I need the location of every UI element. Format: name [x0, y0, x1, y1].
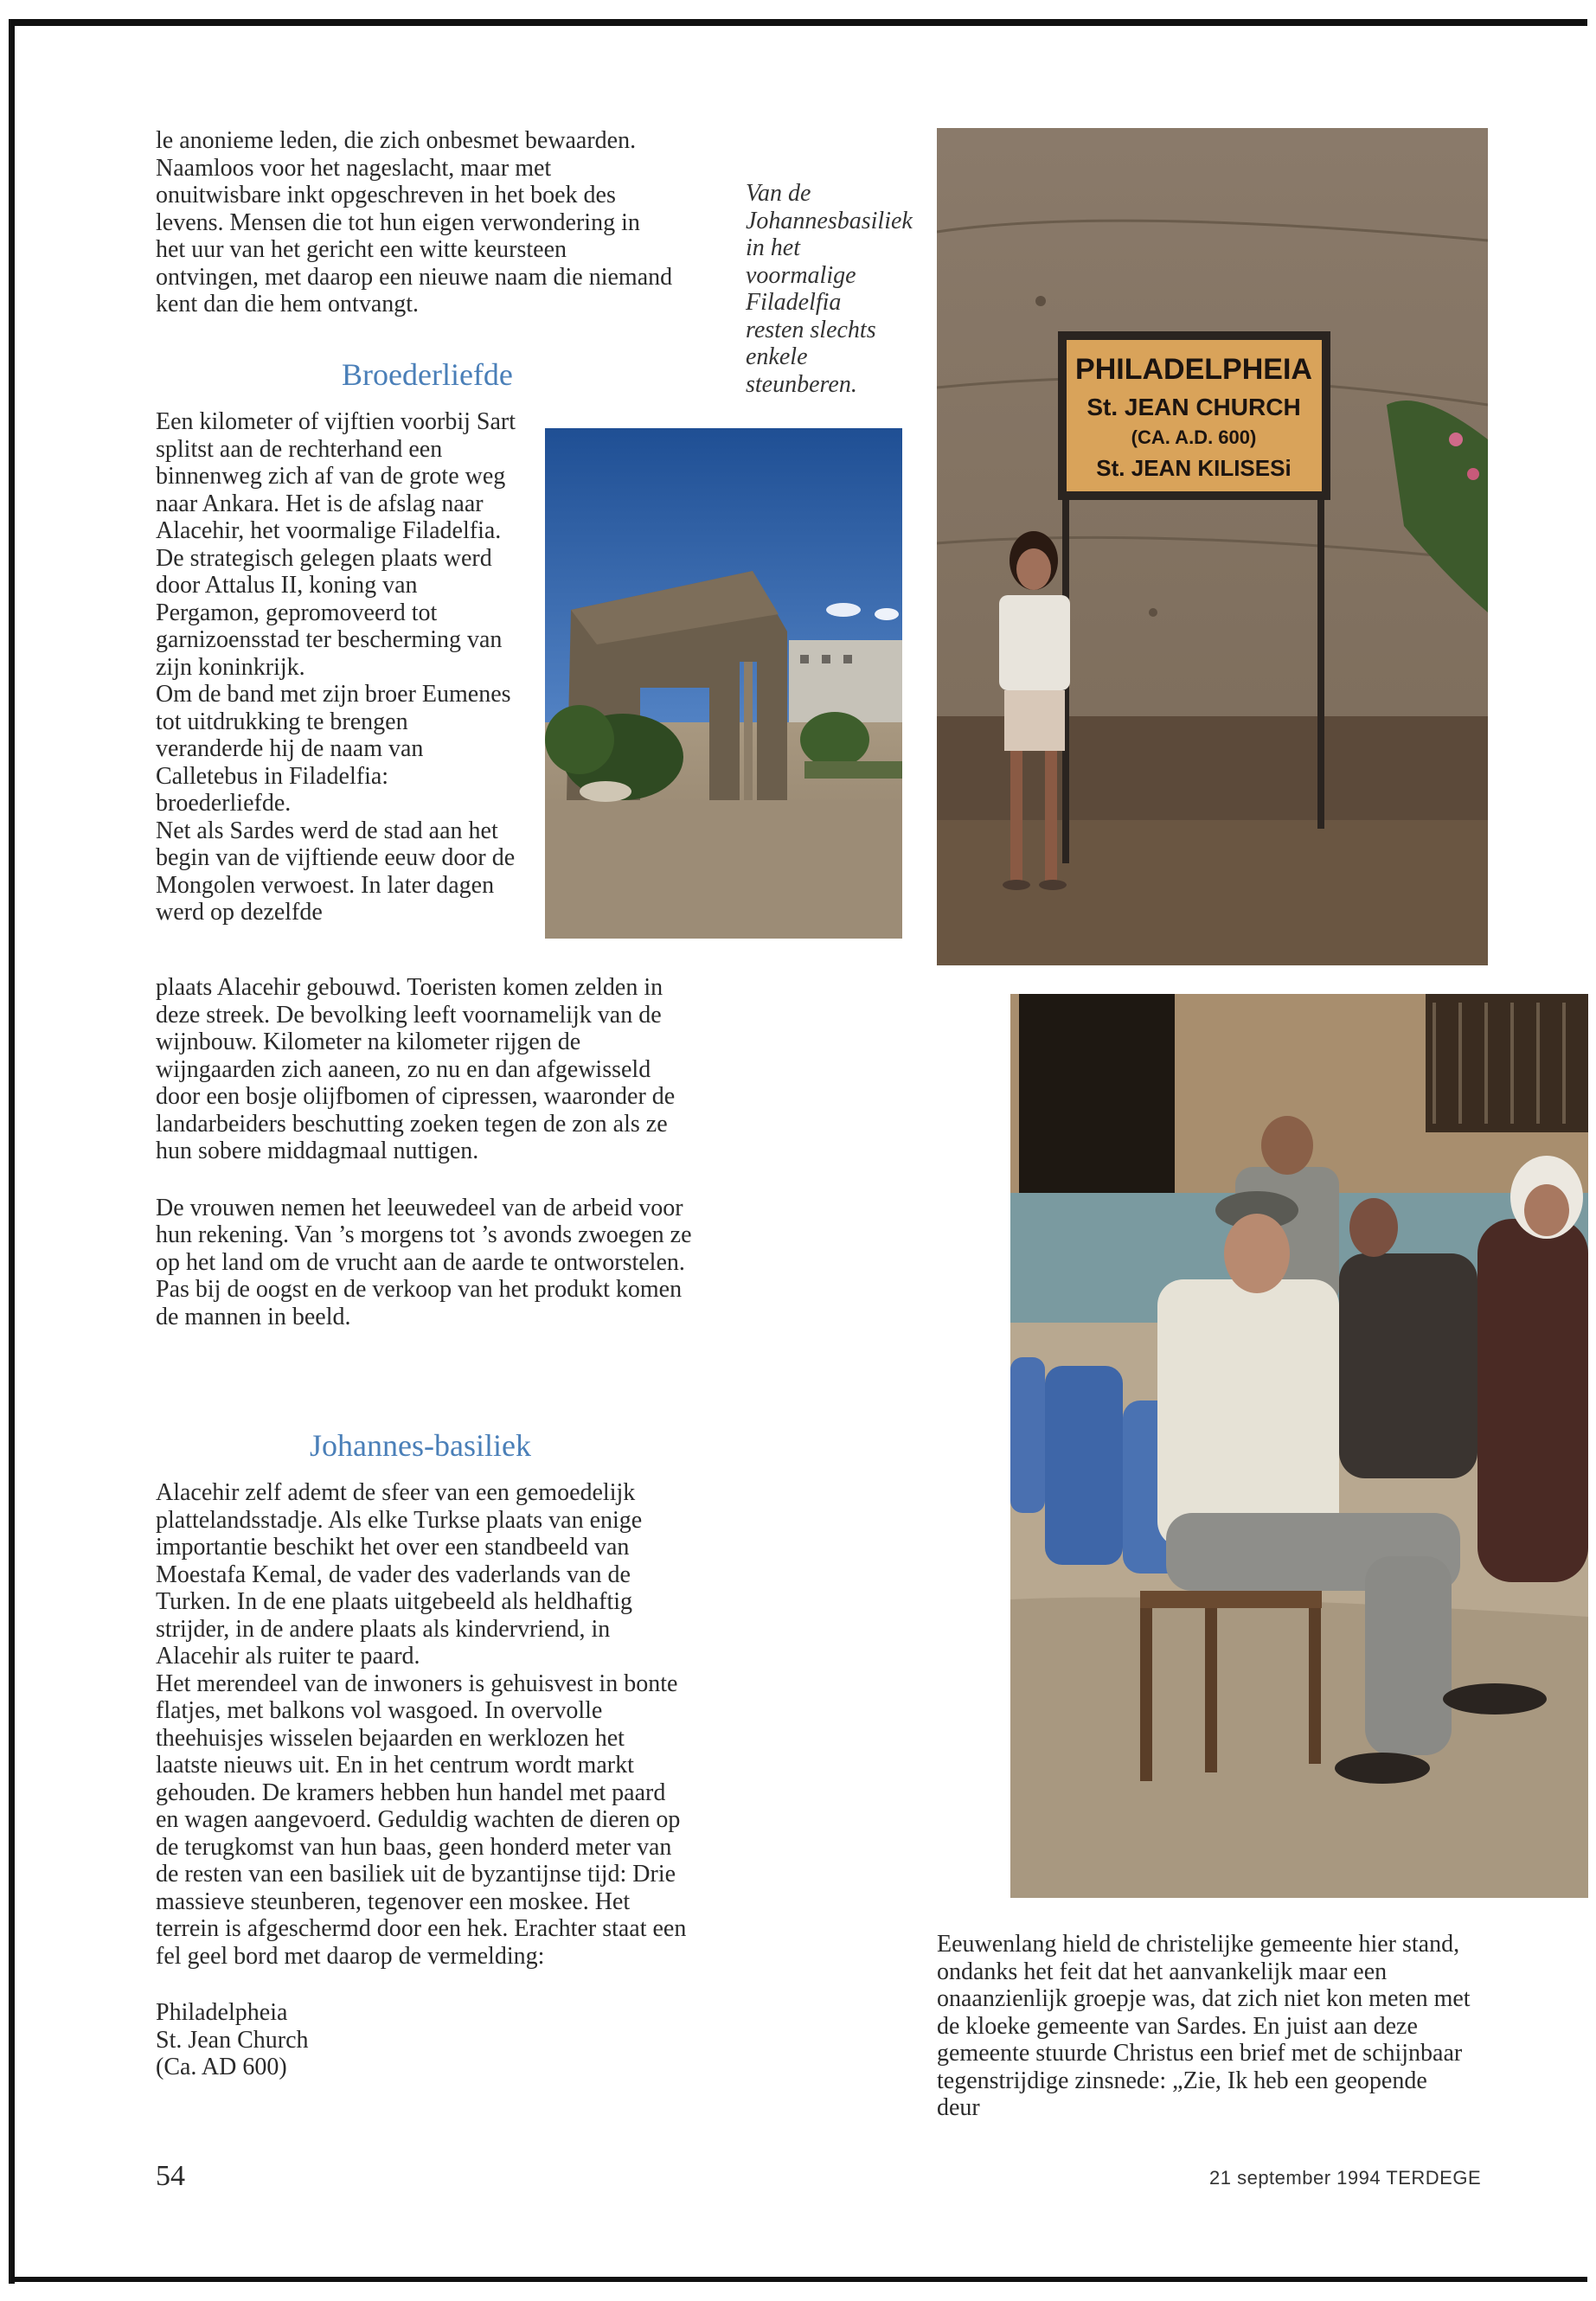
paragraph: Eeuwenlang hield de christelijke gemeente hier stand, ondanks het feit dat het aanvankelijk maar een onaanzienlijk groepje was, dat zich niet kon meten met de kloeke gemeente van Sardes. En juist aan deze gemeente stuurde Christus een brief met de schijnbaar tegenstrijdige zinsnede: „Zie, Ik heb een geopende deur [937, 1931, 1471, 2121]
sign-line: St. JEAN CHURCH [1086, 394, 1301, 420]
sign-line: (CA. A.D. 600) [1131, 426, 1257, 448]
paragraph: Om de band met zijn broer Eumenes tot uitdrukking te brengen veranderde hij de naam van Calletebus in Filadelfia: broederliefde. [156, 681, 511, 817]
page-border-left [9, 19, 15, 2284]
quote-line: Philadelpheia [156, 1999, 288, 2026]
paragraph: le anonieme leden, die zich onbesmet bewaarden. Naamloos voor het nageslacht, maar met onuitwisbare inkt opgeschreven in het boek des levens. Mensen die tot hun eigen verwondering in het uur van het gericht een witte keursteen ontvingen, met daarop een nieuwe naam die niemand kent dan die hem ontvangt. [156, 127, 673, 317]
footer-issue-date: 21 september 1994 TERDEGE [1209, 2167, 1482, 2189]
sign-quote [156, 1999, 692, 2081]
section-heading-broederliefde: Broederliefde [342, 357, 513, 392]
sign-photo [937, 128, 1488, 965]
quote-line: St. Jean Church [156, 2026, 309, 2054]
paragraph: Het merendeel van de inwoners is gehuisvest in bonte flatjes, met balkons vol wasgoed. In overvolle theehuisjes wisselen bejaarden en werklozen het laatste nieuws uit. En in het centrum wordt markt gehouden. De kramers hebben hun handel met paard en wagen aangevoerd. Geduldig wachten de dieren op de terugkomst van hun baas, geen honderd meter van de resten van een basiliek uit de byzantijnse tijd: Drie massieve steunberen, tegenover een moskee. Het terrein is afgeschermd door een hek. Erachter staat een fel geel bord met daarop de vermelding: [156, 1670, 687, 1970]
quote-line: (Ca. AD 600) [156, 2054, 287, 2080]
paragraph: De vrouwen nemen het leeuwedeel van de arbeid voor hun rekening. Van ’s morgens tot ’s avonds zwoegen ze op het land om de vrucht aan de aarde te ontworstelen. Pas bij de oogst en de verkoop van het produkt komen de mannen in beeld. [156, 1194, 692, 1330]
sign-line: PHILADELPHEIA [1075, 353, 1312, 386]
article-text-lower [156, 974, 692, 1330]
article-text-right [937, 1931, 1473, 2122]
paragraph: Net als Sardes werd de stad aan het begin van de vijftiende eeuw door de Mongolen verwoest. In later dagen werd op dezelfde [156, 817, 516, 926]
villagers-photo [1010, 994, 1588, 1898]
section-heading-johannes: Johannes-basiliek [310, 1428, 531, 1463]
page-border-top [9, 19, 1587, 26]
paragraph: Alacehir zelf ademt de sfeer van een gemoedelijk plattelandsstadje. Als elke Turkse plaats van enige importantie beschikt het over een standbeeld van Moestafa Kemal, de vader des vaderlands van de Turken. In de ene plaats uitgebeeld als heldhaftig strijder, in de andere plaats als kindervriend, in Alacehir als ruiter te paard. [156, 1479, 643, 1670]
paragraph: plaats Alacehir gebouwd. Toeristen komen zelden in deze streek. De bevolking leeft voornamelijk van de wijnbouw. Kilometer na kilometer rijgen de wijngaarden zich aaneen, zo nu en dan afgewisseld door een bosje olijfbomen of cipressen, waaronder de landarbeiders beschutting zoeken tegen de zon als ze hun sobere middagmaal nuttigen. [156, 974, 676, 1164]
ruins-photo [545, 428, 902, 939]
article-text-johannes [156, 1479, 692, 2081]
page-number: 54 [156, 2160, 185, 2192]
paragraph: Een kilometer of vijftien voorbij Sart splitst aan de rechterhand een binnenweg zich af van de grote weg naar Ankara. Het is de afslag naar Alacehir, het voormalige Filadelfia. De strategisch gelegen plaats werd door Attalus II, koning van Pergamon, gepromoveerd tot garnizoensstad ter bescherming van zijn koninkrijk. [156, 408, 516, 681]
photo-caption: Van de Johannesbasiliek in het voormalige Filadelfia resten slechts enkele steunberen. [746, 180, 913, 398]
article-text-top [156, 127, 675, 318]
article-text-narrow [156, 408, 519, 926]
sign-line: St. JEAN KILISESi [1096, 455, 1292, 481]
page-border-bottom [9, 2277, 1587, 2282]
